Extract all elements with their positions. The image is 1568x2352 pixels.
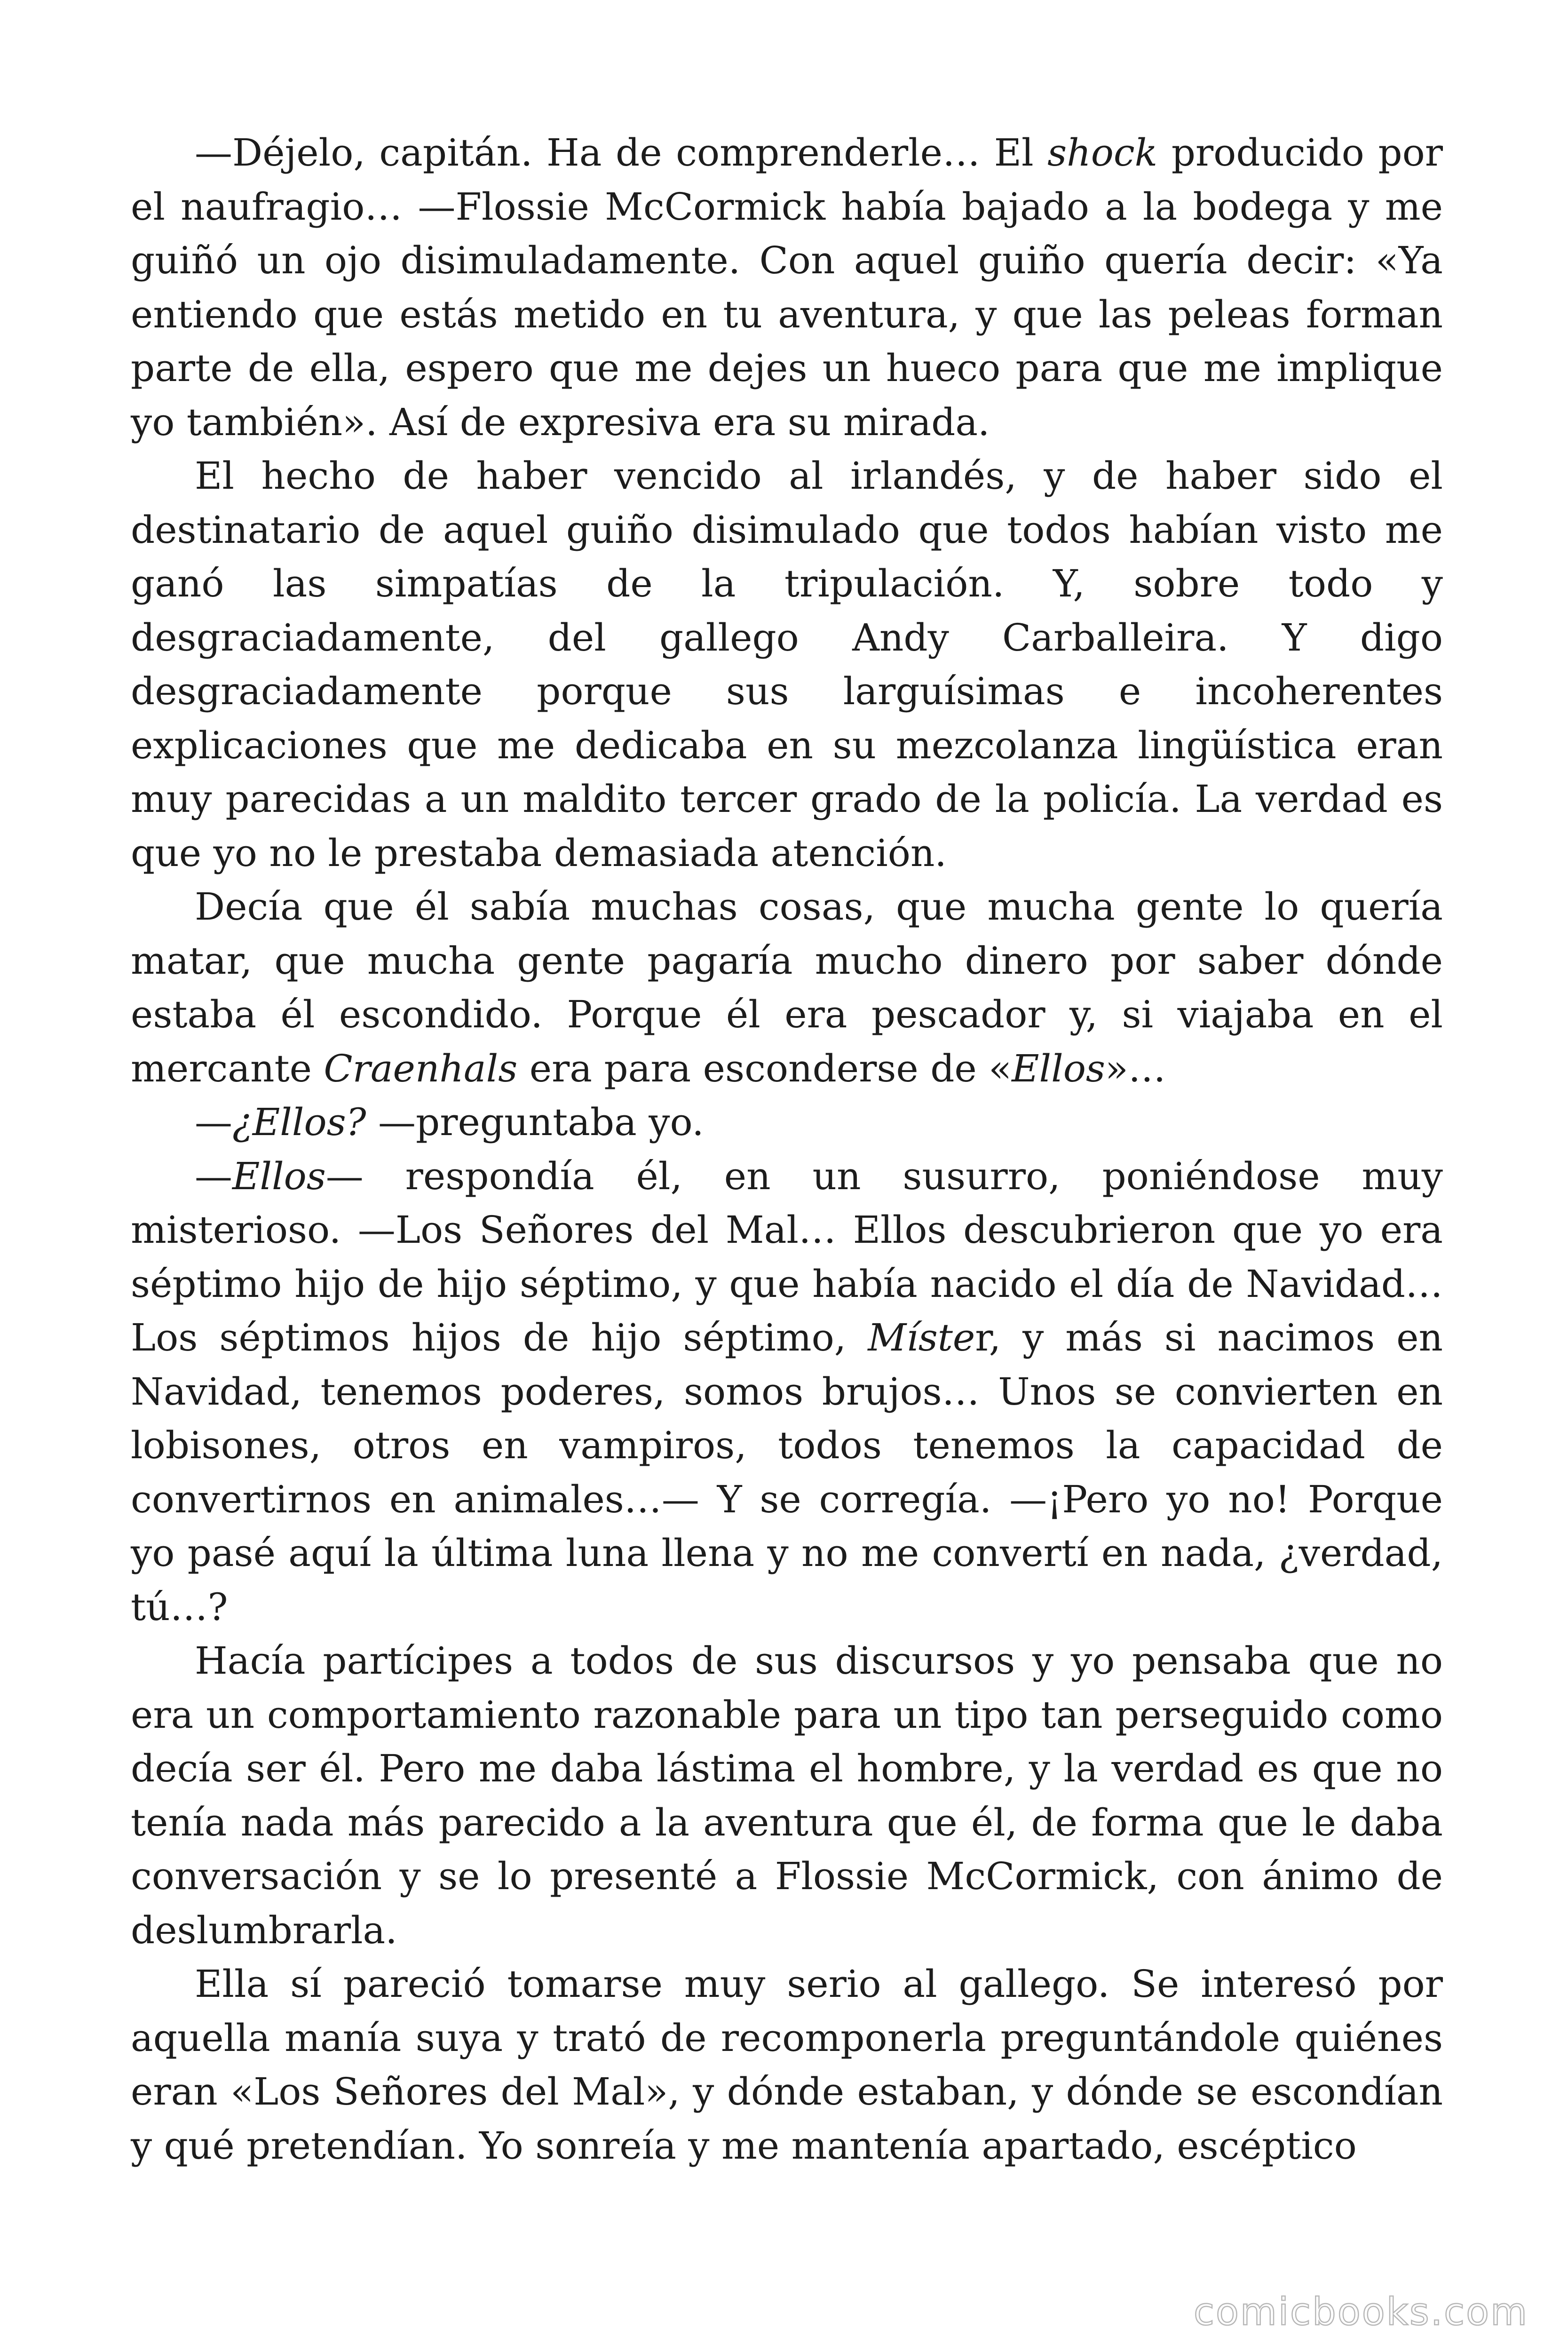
text-run: producido por el naufragio… —Flossie McCormick había bajado a la bodega y me guiñó un ojo disimuladamente. Con aquel guiño quería decir: «Ya entiendo que estás metido en tu aventura, y que las peleas forman parte de ella, espero que me dejes un hueco para que me implique yo también». Así de expresiva era su mirada. — [131, 131, 1443, 444]
italic-text-run: Ellos — [232, 1154, 326, 1198]
text-run: »… — [1105, 1046, 1166, 1090]
paragraph — [131, 880, 1443, 1096]
text-run: — respondía él, en un susurro, poniéndose muy misterioso. —Los Señores del Mal… Ellos descubrieron que yo era séptimo hijo de hijo séptimo, y que había nacido el día de Navidad… Los séptimos hijos de hijo séptimo, — [131, 1154, 1443, 1359]
italic-text-run: ¿Ellos? — [232, 1100, 366, 1144]
paragraph — [131, 1957, 1443, 2173]
text-run: El hecho de haber vencido al irlandés, y de haber sido el destinatario de aquel guiño disimulado que todos habían visto me ganó las simpatías de la tripulación. Y, sobre todo y desgraciadamente, del gallego Andy Carballeira. Y digo desgraciadamente porque sus larguísimas e incoherentes explicaciones que me dedicaba en su mezcolanza lingüística eran muy parecidas a un maldito tercer grado de la policía. La verdad es que yo no le prestaba demasiada atención. — [131, 454, 1443, 875]
text-run: Ella sí pareció tomarse muy serio al gallego. Se interesó por aquella manía suya y trató de recomponerla preguntándole quiénes eran «Los Señores del Mal», y dónde estaban, y dónde se escondían y qué pretendían. Yo sonreía y me mantenía apartado, escéptico — [131, 1962, 1443, 2168]
text-run: — — [195, 1100, 232, 1144]
italic-text-run: shock — [1047, 131, 1158, 175]
text-run: — — [195, 1154, 232, 1198]
text-run: —preguntaba yo. — [366, 1100, 704, 1144]
paragraph — [131, 1150, 1443, 1635]
text-run: era para esconderse de « — [517, 1046, 1012, 1090]
text-run: Hacía partícipes a todos de sus discursos y yo pensaba que no era un comportamiento razonable para un tipo tan perseguido como decía ser él. Pero me daba lástima el hombre, y la verdad es que no tenía nada más parecido a la aventura que él, de forma que le daba conversación y se lo presenté a Flossie McCormick, con ánimo de deslumbrarla. — [131, 1639, 1443, 1952]
paragraph — [131, 1096, 1443, 1150]
book-page-text — [131, 126, 1443, 2173]
watermark: comicbooks.com — [1193, 2290, 1528, 2334]
paragraph — [131, 1634, 1443, 1957]
text-run: r, y más si nacimos en Navidad, tenemos poderes, somos brujos… Unos se convierten en lobisones, otros en vampiros, todos tenemos la capacidad de convertirnos en animales…— Y se corregía. —¡Pero yo no! Porque yo pasé aquí la última luna llena y no me convertí en nada, ¿verdad, tú…? — [131, 1316, 1443, 1629]
text-run: Decía que él sabía muchas cosas, que mucha gente lo quería matar, que mucha gente pagaría mucho dinero por saber dónde estaba él escondido. Porque él era pescador y, si viajaba en el mercante — [131, 885, 1443, 1090]
paragraph — [131, 449, 1443, 880]
paragraph — [131, 126, 1443, 449]
text-run: —Déjelo, capitán. Ha de comprenderle… El — [195, 131, 1048, 175]
italic-text-run: Míste — [868, 1316, 975, 1359]
italic-text-run: Craenhals — [324, 1046, 518, 1090]
italic-text-run: Ellos — [1012, 1046, 1105, 1090]
